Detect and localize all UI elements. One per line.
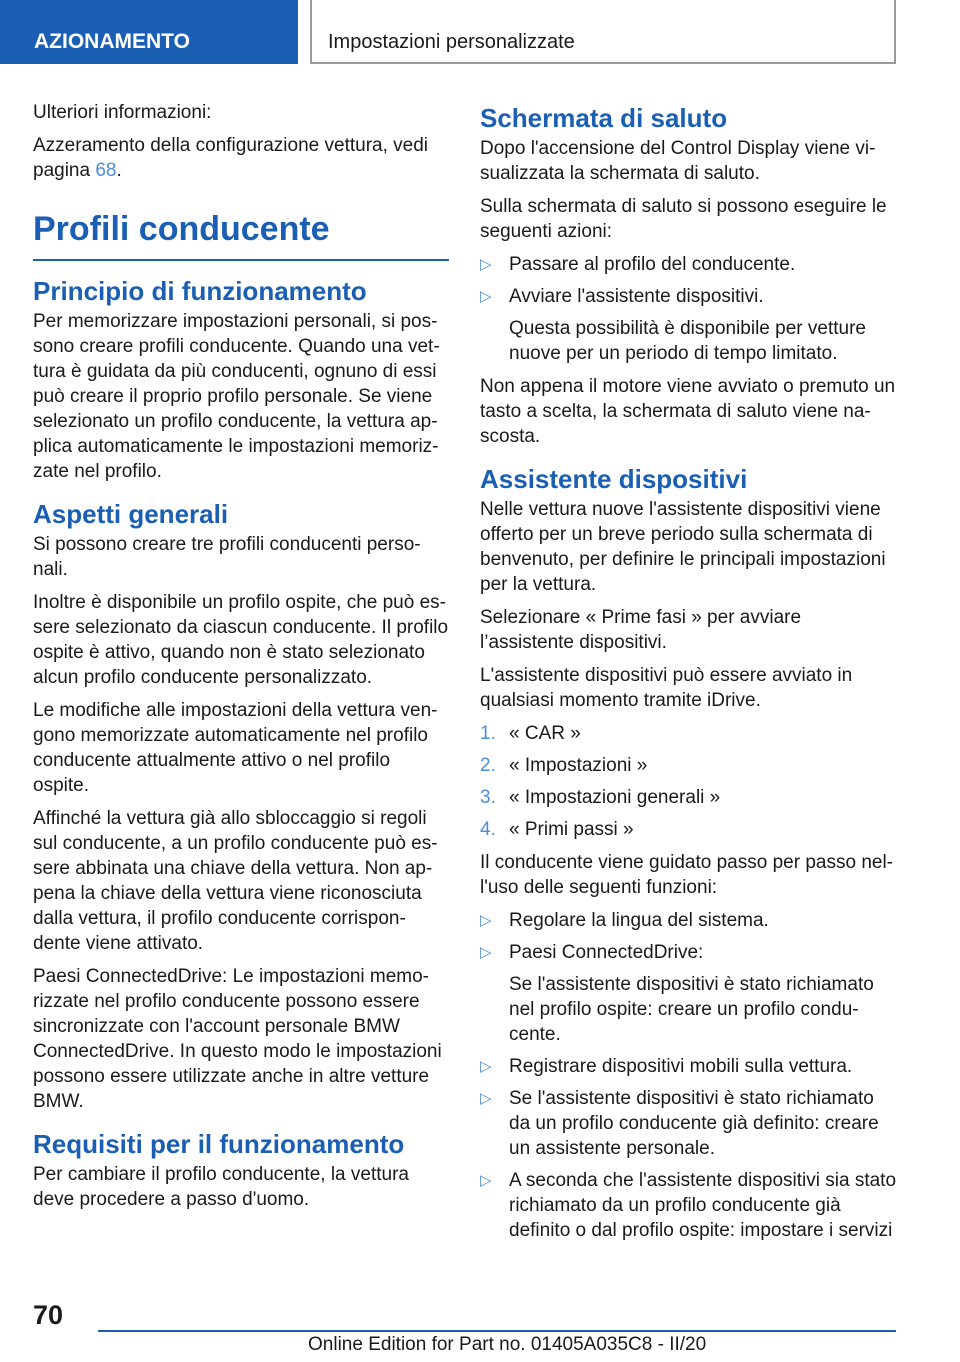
list-item [480,252,896,277]
page-link[interactable]: 68 [95,160,117,181]
paragraph: Non appena il motore viene avviato o premuto un tasto a scelta, la schermata di saluto viene na- scosta. [480,376,896,447]
list-item [480,1086,896,1161]
list-item-text: Se l'assistente dispositivi è stato richiamato da un profilo conducente già definito: creare un assistente personale. [509,1088,879,1159]
list-item [480,908,896,933]
paragraph: Affinché la vettura già allo sbloccaggio si regoli sul conducente, a un profilo conducente può es- sere abbinata una chiave della vettura. Non ap- pena la chiave della vettura viene riconosciuta dalla vettura, il profilo conducente corrispon- dente viene attivato. [33,808,438,954]
intro-text-after: . [116,160,122,181]
footer-divider [98,1330,896,1332]
right-column [480,100,896,1251]
paragraph: Inoltre è disponibile un profilo ospite, che può es- sere selezionato da ciascun conducente. Il profilo ospite è attivo, quando non è stato selezionato alcun profilo conducente personalizzato. [33,592,449,688]
list-item-note: Questa possibilità è disponibile per vetture nuove per un periodo di tempo limitato. [509,318,866,364]
step-number: 4. [480,819,496,840]
step-text: « Impostazioni » [509,755,648,776]
step-number: 2. [480,755,496,776]
bullet-list [480,252,896,366]
chapter-title: Impostazioni personalizzate [310,0,896,64]
paragraph: L'assistente dispositivi può essere avviato in qualsiasi momento tramite iDrive. [480,665,853,711]
footer-edition: Online Edition for Part no. 01405A035C8 - II/20 [308,1334,707,1355]
paragraph: Paesi ConnectedDrive: Le impostazioni memo- rizzate nel profilo conducente possono essere sincronizzate con l'account personale BMW ConnectedDrive. In questo modo le impostazioni possono essere utilizzate anche in altre vetture BMW. [33,966,442,1112]
step-number: 3. [480,787,496,808]
intro-label: Ulteriori informazioni: [33,102,212,123]
triangle-bullet-icon: ▷ [480,1172,492,1189]
paragraph: Il conducente viene guidato passo per passo nel- l'uso delle seguenti funzioni: [480,852,893,898]
paragraph: Sulla schermata di saluto si possono eseguire le seguenti azioni: [480,196,887,242]
list-item-text: Paesi ConnectedDrive: [509,942,704,963]
left-column [33,100,449,1220]
paragraph: Nelle vettura nuove l'assistente dispositivi viene offerto per un breve periodo sulla schermata di benvenuto, per definire le principali impostazioni per la vettura. [480,499,886,595]
chapter-heading: Profili conducente [33,209,449,261]
paragraph: Le modifiche alle impostazioni della vettura ven- gono memorizzate automaticamente nel profilo conducente attualmente attivo o nel profilo ospite. [33,700,438,796]
intro-text-before: Azzeramento della configurazione vettura, vedi pagina [33,135,429,181]
step-text: « CAR » [509,723,581,744]
paragraph: Selezionare « Prime fasi » per avviare l’assistente dispositivi. [480,607,802,653]
step-item [480,817,896,842]
list-item-text: Regolare la lingua del sistema. [509,910,769,931]
list-item [480,284,896,366]
step-item [480,753,896,778]
list-item [480,1054,896,1079]
list-item-text: Avviare l'assistente dispositivi. [509,286,764,307]
list-item [480,940,896,1047]
list-item-text: Passare al profilo del conducente. [509,254,796,275]
triangle-bullet-icon: ▷ [480,288,492,305]
paragraph: Si possono creare tre profili conducenti perso- nali. [33,534,421,580]
paragraph: Per memorizzare impostazioni personali, si pos- sono creare profili conducente. Quando una vet- tura è guidata da più conducenti, ognuno di essi può creare il proprio profilo personale. Se viene selezionato un profilo conducente, la vettura ap- plica automaticamente le impostazioni memoriz- zate nel profilo. [33,311,440,482]
page-number: 70 [33,1300,64,1330]
triangle-bullet-icon: ▷ [480,944,492,961]
paragraph: Dopo l'accensione del Control Display viene vi- sualizzata la schermata di saluto. [480,138,876,184]
list-item-text: Registrare dispositivi mobili sulla vettura. [509,1056,853,1077]
list-item-text: A seconda che l'assistente dispositivi sia stato richiamato da un profilo conducente già definito o dal profilo ospite: impostare i servizi [509,1170,897,1241]
section-heading-principio: Principio di funzionamento [33,276,367,306]
list-item [480,1168,896,1243]
paragraph: Per cambiare il profilo conducente, la vettura deve procedere a passo d'uomo. [33,1164,409,1210]
triangle-bullet-icon: ▷ [480,912,492,929]
step-text: « Primi passi » [509,819,634,840]
triangle-bullet-icon: ▷ [480,256,492,273]
section-tab: AZIONAMENTO [0,0,298,64]
intro-text [33,133,449,183]
section-heading-aspetti: Aspetti generali [33,499,229,529]
step-item [480,785,896,810]
list-item-note: Se l'assistente dispositivi è stato richiamato nel profilo ospite: creare un profilo condu- cente. [509,974,874,1045]
bullet-list [480,908,896,1243]
step-number: 1. [480,723,496,744]
section-heading-assistente: Assistente dispositivi [480,464,748,494]
step-text: « Impostazioni generali » [509,787,721,808]
section-heading-schermata: Schermata di saluto [480,103,728,133]
triangle-bullet-icon: ▷ [480,1090,492,1107]
section-heading-requisiti: Requisiti per il funzionamento [33,1129,405,1159]
triangle-bullet-icon: ▷ [480,1058,492,1075]
steps-list [480,721,896,842]
step-item [480,721,896,746]
